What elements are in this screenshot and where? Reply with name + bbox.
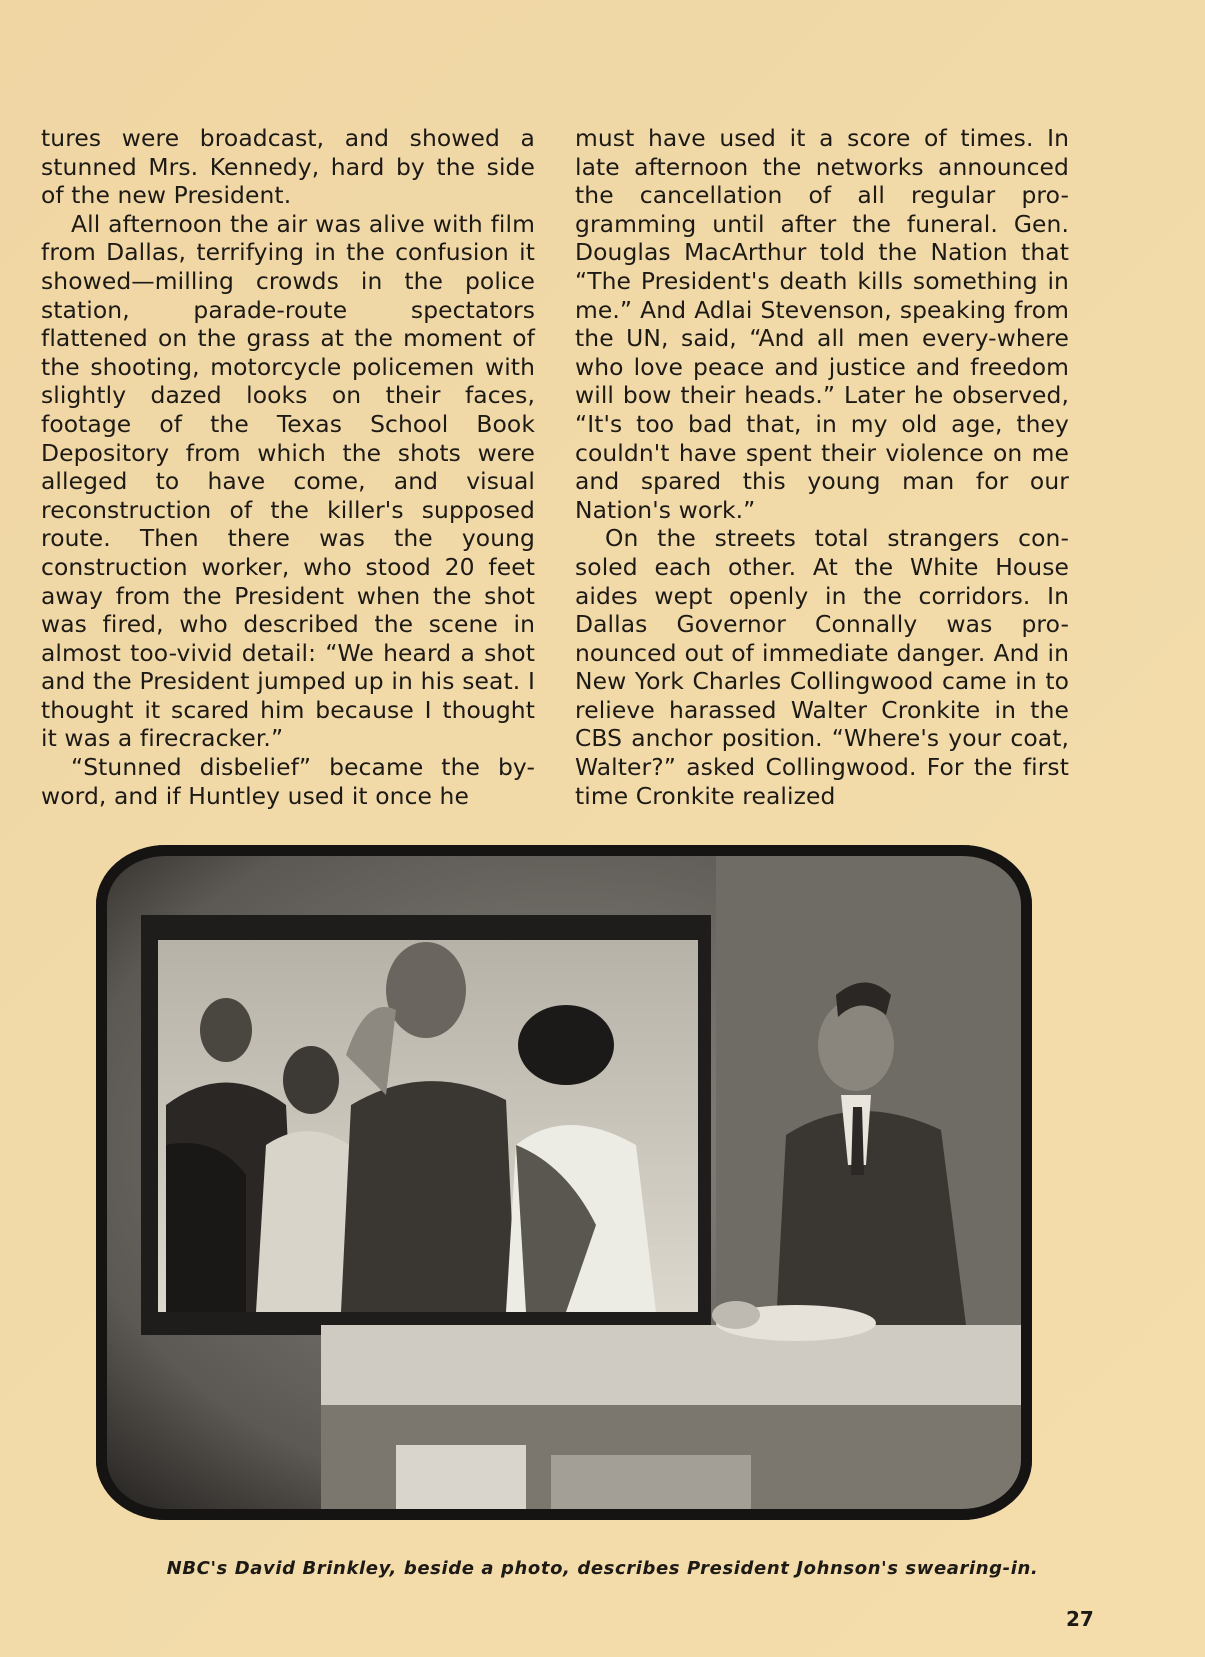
- paragraph: tures were broadcast, and showed a stunned Mrs. Kennedy, hard by the side of the new President.: [41, 124, 535, 210]
- tv-screen-photo: [96, 845, 1032, 1520]
- page-number: 27: [1066, 1607, 1094, 1631]
- photo-caption: NBC's David Brinkley, beside a photo, describes President Johnson's swearing-in.: [166, 1558, 1039, 1579]
- text-column-right: [575, 124, 1069, 810]
- tv-broadcast-image: [96, 845, 1032, 1520]
- paragraph: All afternoon the air was alive with film from Dallas, terrifying in the confusion it showed—milling crowds in the police station, parade-route spectators flattened on the grass at the moment of the shooting, motorcycle policemen with slightly dazed looks on their faces, footage of the Texas School Book Depository from which the shots were alleged to have come, and visual reconstruction of the killer's supposed route. Then there was the young construction worker, who stood 20 feet away from the President when the shot was fired, who described the scene in almost too-vivid detail: “We heard a shot and the President jumped up in his seat. I thought it scared him because I thought it was a firecracker.”: [41, 209, 535, 753]
- paragraph: On the streets total strangers con-soled each other. At the White House aides wept openly in the corridors. In Dallas Governor Connally was pro-nounced out of immediate danger. And in New York Charles Collingwood came in to relieve harassed Walter Cronkite in the CBS anchor position. “Where's your coat, Walter?” asked Collingwood. For the first time Cronkite realized: [575, 524, 1069, 810]
- paragraph: must have used it a score of times. In late afternoon the networks announced the cancellation of all regular pro-gramming until after the funeral. Gen. Douglas MacArthur told the Nation that “The President's death kills something in me.” And Adlai Stevenson, speaking from the UN, said, “And all men every-where who love peace and justice and freedom will bow their heads.” Later he observed, “It's too bad that, in my old age, they couldn't have spent their violence on me and spared this young man for our Nation's work.”: [575, 124, 1069, 524]
- paragraph: “Stunned disbelief” became the by-word, and if Huntley used it once he: [41, 753, 535, 810]
- text-column-left: [41, 124, 535, 810]
